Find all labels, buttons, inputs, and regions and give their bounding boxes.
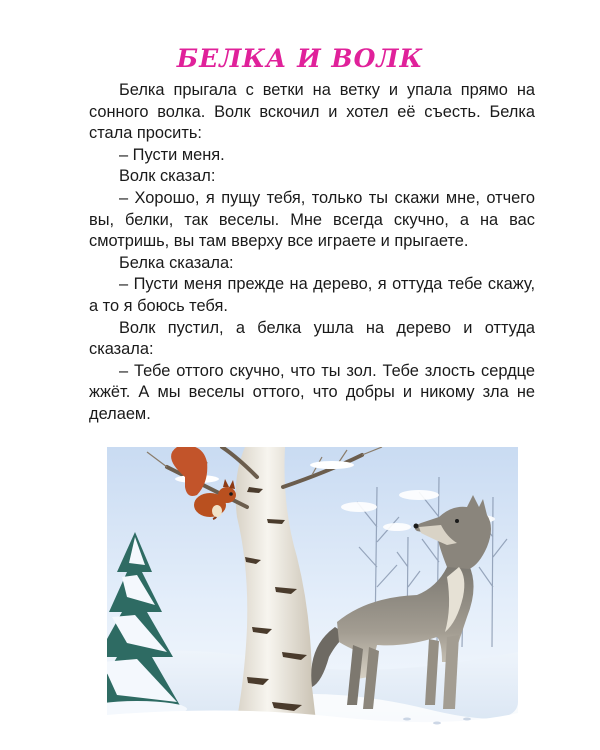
paragraph: – Пусти меня. — [119, 145, 225, 164]
paragraph: – Хорошо, я пущу тебя, только ты скажи мне, отчего вы, белки, так веселы. Мне всегда скучно, а на вас смотришь, вы там вверху все играете и прыгаете. — [89, 188, 535, 251]
paragraph: Белка прыгала с ветки на ветку и упала прямо на сонного волка. Волк вскочил и хотел её съесть. Белка стала просить: — [89, 81, 535, 143]
story-text — [89, 80, 535, 426]
illustration-svg — [107, 447, 518, 730]
paragraph: – Пусти меня прежде на дерево, я оттуда тебе скажу, а то я боюсь тебя. — [89, 275, 535, 315]
paragraph: Волк пустил, а белка ушла на дерево и оттуда сказала: — [89, 318, 535, 359]
paragraph: – Тебе оттого скучно, что ты зол. Тебе злость сердце жжёт. А мы веселы оттого, что добры и никому зла не делаем. — [89, 361, 535, 423]
winter-forest-illustration — [107, 447, 518, 730]
paragraph: Волк сказал: — [119, 167, 216, 186]
story-title: БЕЛКА И ВОЛК — [176, 44, 424, 73]
paragraph: Белка сказала: — [119, 253, 234, 272]
